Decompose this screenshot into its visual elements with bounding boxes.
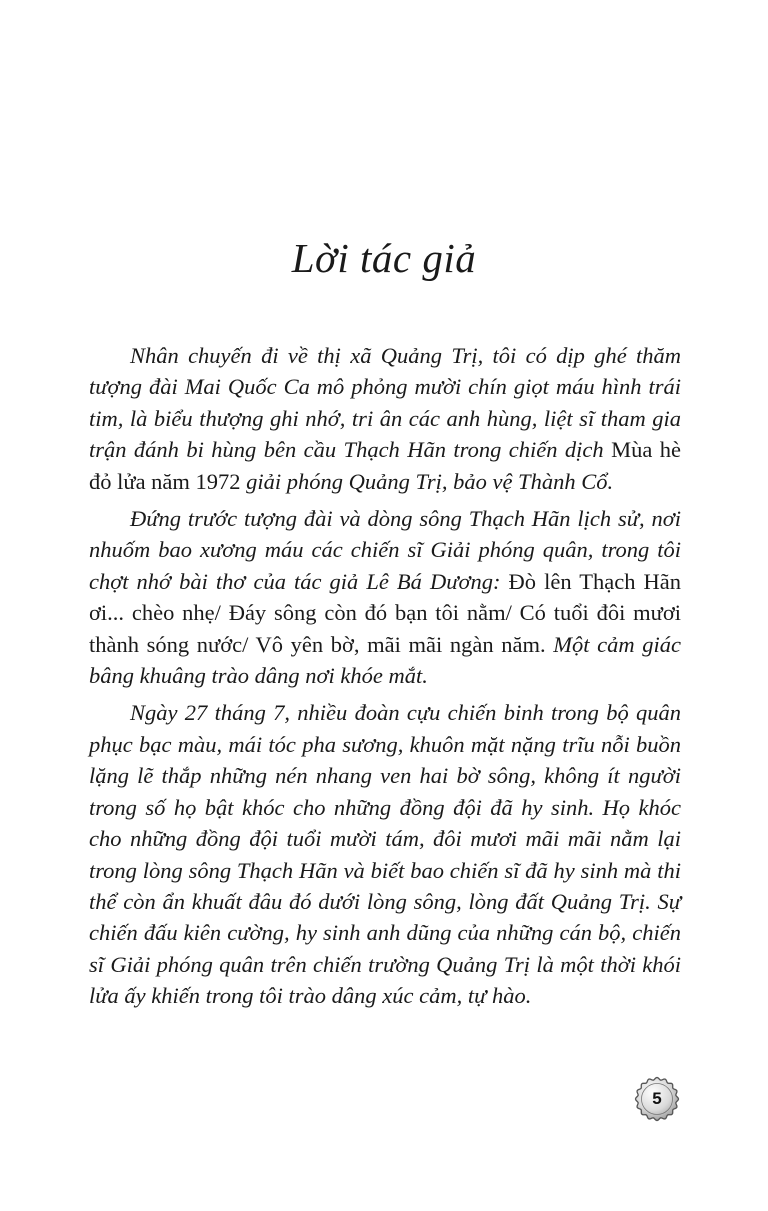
page-title: Lời tác giả xyxy=(291,235,477,281)
paragraph-2-italic-segment: Đứng trước tượng đài và dòng sông Thạch Hãn lịch sử, nơi nhuốm bao xương máu các chiến sĩ Giải phóng quân, trong tôi chợt nhớ bài thơ của tác giả Lê Bá Dương: xyxy=(89,506,681,594)
paragraph-3 xyxy=(89,697,681,1011)
page-number-badge xyxy=(634,1076,680,1122)
poem-quote: Đò lên Thạch Hãn ơi... chèo nhẹ/ Đáy sông còn đó bạn tôi nằm/ Có tuổi đôi mươi thành sóng nước/ Vô yên bờ, mãi mãi ngàn năm. xyxy=(89,568,681,657)
paragraph-1-italic-segment: Nhân chuyến đi về thị xã Quảng Trị, tôi có dịp ghé thăm tượng đài Mai Quốc Ca mô phỏng mười chín giọt máu hình trái tim, là biểu thượng ghi nhớ, tri ân các anh hùng, liệt sĩ tham gia trận đánh bi hùng bên cầu Thạch Hãn trong chiến dịch xyxy=(89,343,681,463)
body-text xyxy=(89,340,681,1018)
paragraph-3-italic-segment: Ngày 27 tháng 7, nhiều đoàn cựu chiến binh trong bộ quân phục bạc màu, mái tóc pha sương, khuôn mặt nặng trĩu nỗi buồn lặng lẽ thắp những nén nhang ven hai bờ sông, không ít người trong số họ bật khóc cho những đồng đội đã hy sinh. Họ khóc cho những đồng đội tuổi mười tám, đôi mươi mãi mãi nằm lại trong lòng sông Thạch Hãn và biết bao chiến sĩ đã hy sinh mà thi thể còn ẩn khuất đâu đó dưới lòng sông, lòng đất Quảng Trị. Sự chiến đấu kiên cường, hy sinh anh dũng của những cán bộ, chiến sĩ Giải phóng quân trên chiến trường Quảng Trị là một thời khói lửa ấy khiến trong tôi trào dâng xúc cảm, tự hào. xyxy=(89,700,681,1009)
paragraph-1 xyxy=(89,340,681,497)
paragraph-2-italic-segment: Một cảm giác bâng khuâng trào dâng nơi khóe mắt. xyxy=(89,631,682,689)
paragraph-2 xyxy=(89,503,681,691)
paragraph-1-italic-segment: giải phóng Quảng Trị, bảo vệ Thành Cổ. xyxy=(240,468,614,494)
page-number: 5 xyxy=(652,1089,662,1108)
paragraph-1-upright-segment: Mùa hè đỏ lửa năm 1972 xyxy=(89,437,681,494)
